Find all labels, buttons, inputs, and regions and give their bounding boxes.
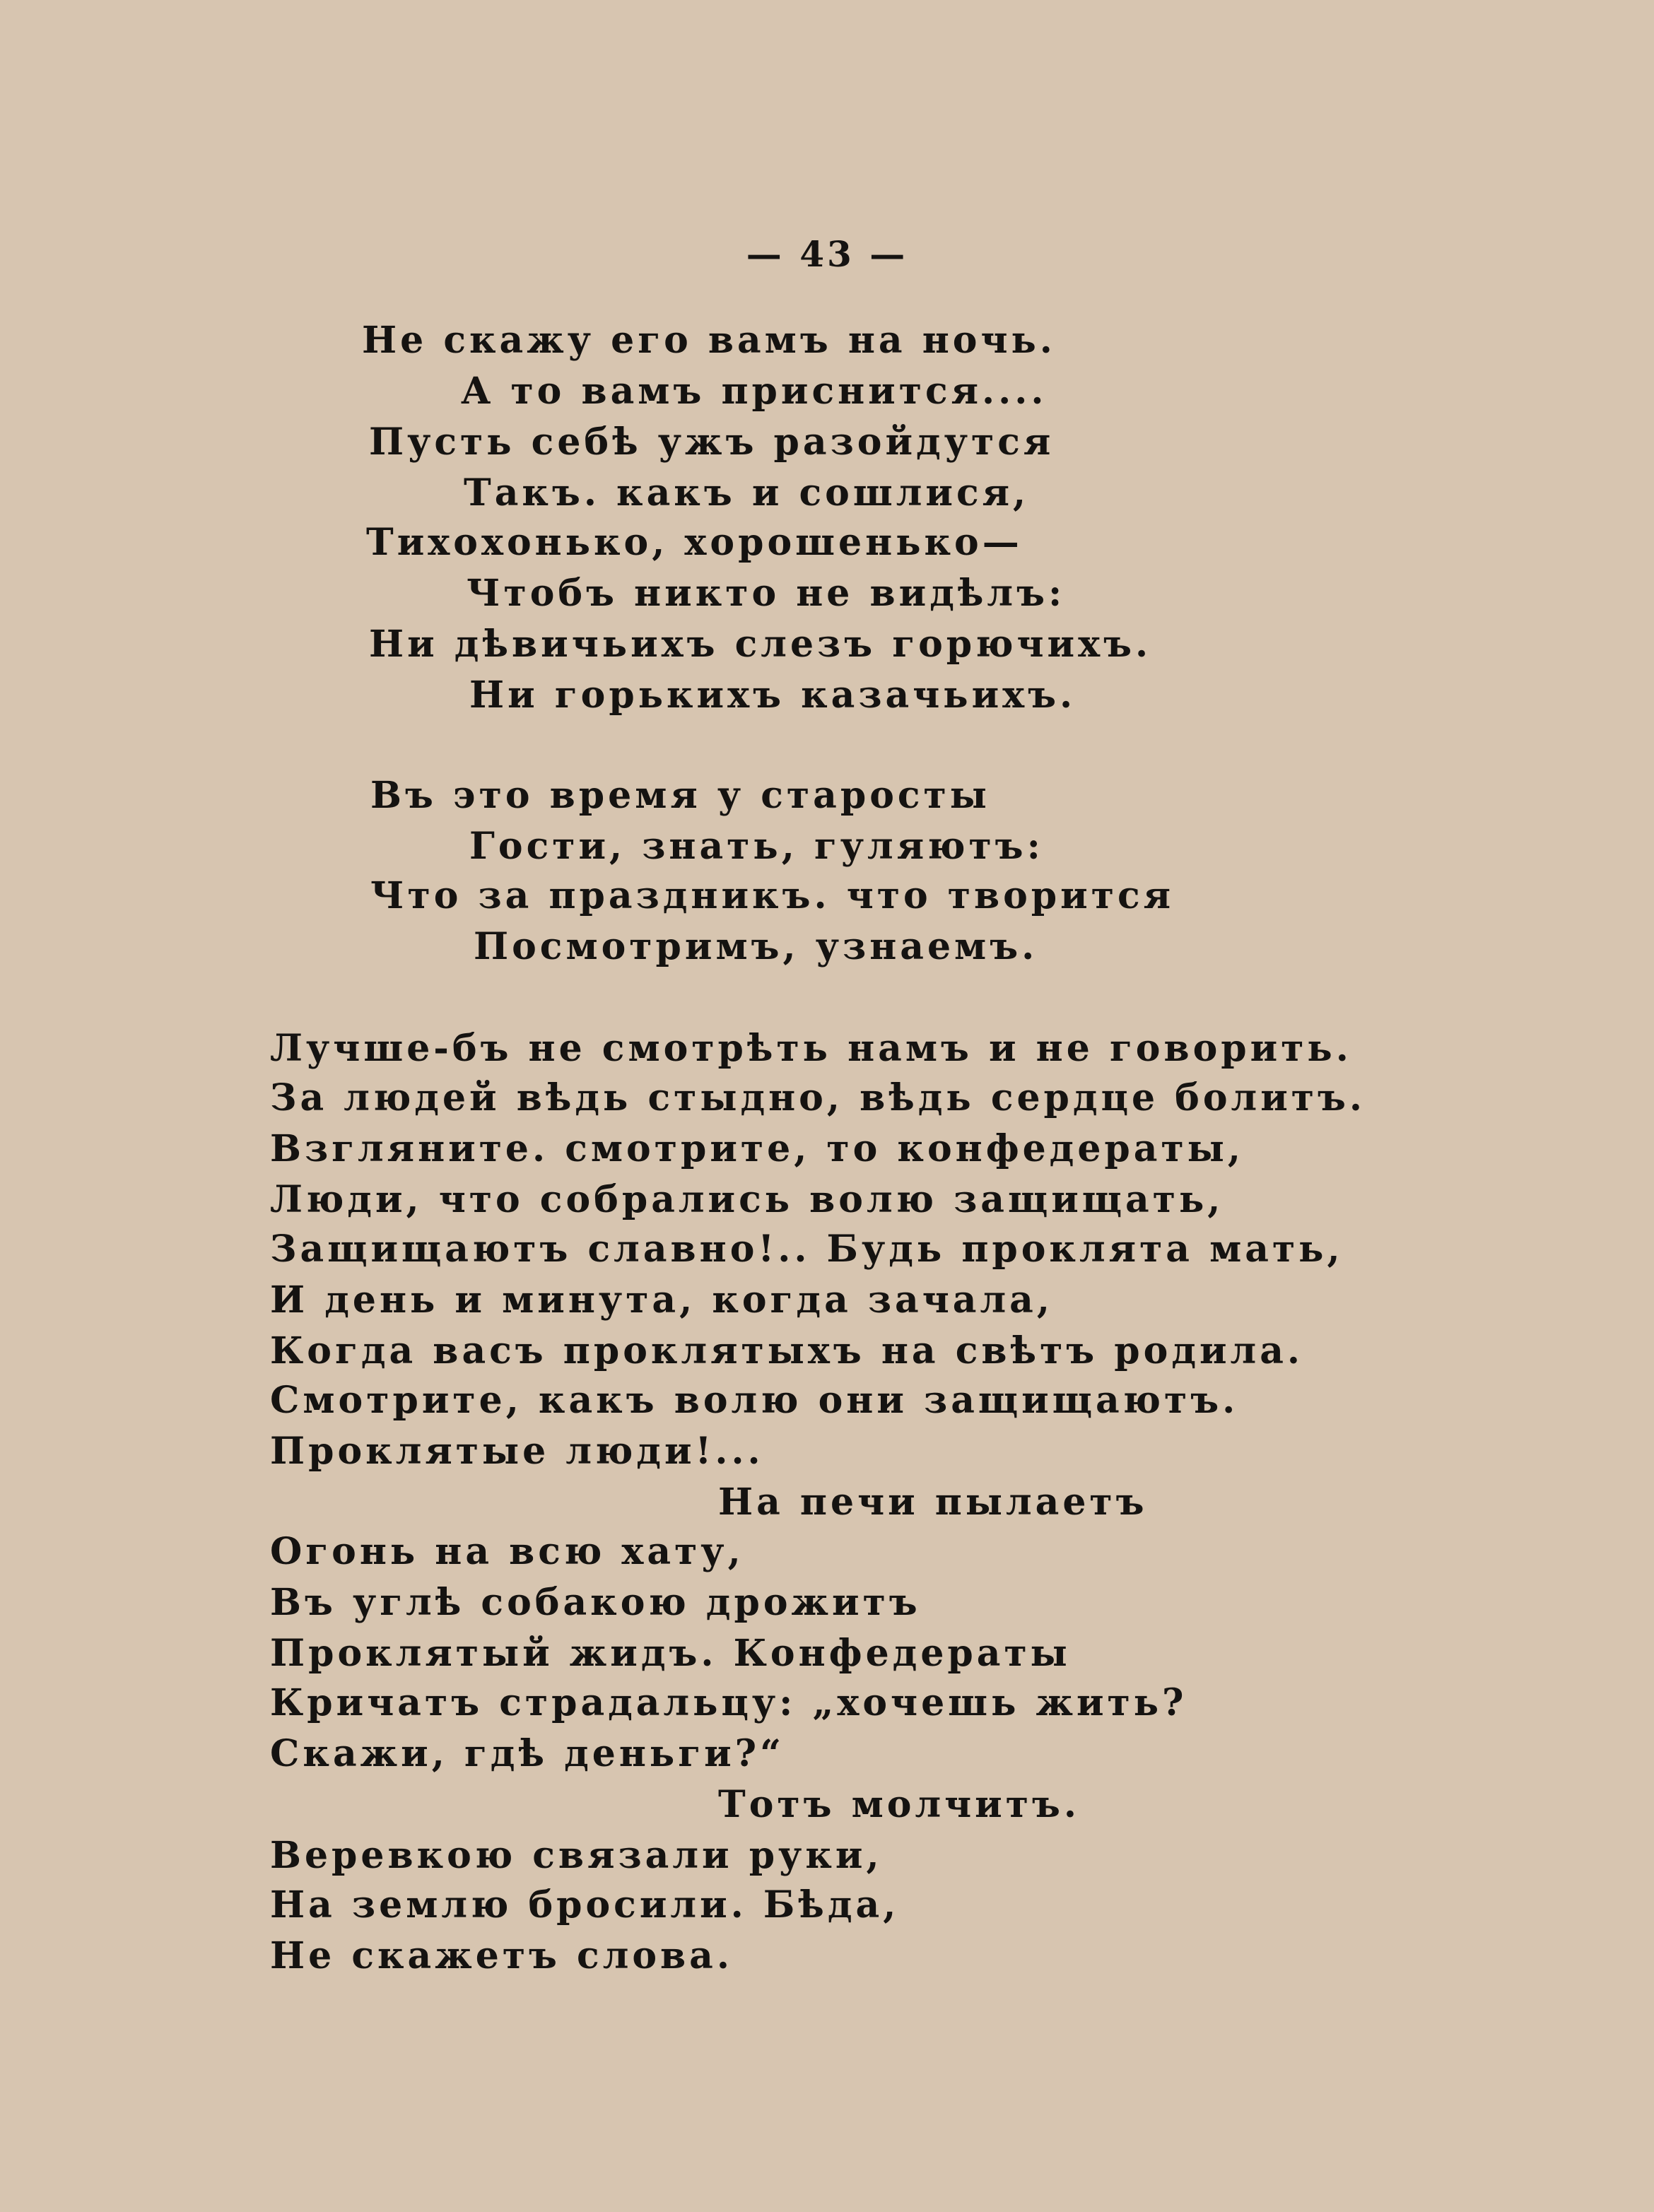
verse-line: За людей вѣдь стыдно, вѣдь сердце болитъ. xyxy=(270,1076,1366,1119)
verse-line: И день и минута, когда зачала, xyxy=(270,1278,1053,1322)
verse-line: Огонь на всю хату, xyxy=(270,1530,744,1573)
page-number: — 43 — xyxy=(746,233,908,275)
verse-line: Когда васъ проклятыхъ на свѣтъ родила. xyxy=(270,1329,1304,1372)
verse-line: Такъ. какъ и сошлися, xyxy=(464,471,1030,514)
verse-line: Не скажу его вамъ на ночь. xyxy=(362,319,1056,362)
verse-line: Защищаютъ славно!.. Будь проклята мать, xyxy=(270,1228,1344,1271)
verse-line: Скажи, гдѣ деньги?“ xyxy=(270,1732,785,1775)
verse-line: Гости, знать, гуляютъ: xyxy=(469,825,1044,868)
verse-line: Въ углѣ собакою дрожитъ xyxy=(270,1581,921,1624)
verse-line: На печи пылаетъ xyxy=(718,1481,1148,1524)
verse-line: Пусть себѣ ужъ разойдутся xyxy=(369,420,1055,464)
verse-line: Тотъ молчитъ. xyxy=(718,1783,1080,1826)
verse-line: Кричатъ страдальцу: „хочешь жить? xyxy=(270,1681,1187,1724)
verse-line: Чтобъ никто не видѣлъ: xyxy=(467,572,1066,615)
verse-line: Взгляните. смотрите, то конфедераты, xyxy=(270,1127,1244,1170)
verse-line: Не скажетъ слова. xyxy=(270,1934,733,1977)
verse-line: На землю бросили. Бѣда, xyxy=(270,1883,900,1926)
verse-line: Смотрите, какъ волю они защищаютъ. xyxy=(270,1379,1239,1422)
verse-line: Ни горькихъ казачьихъ. xyxy=(469,673,1077,717)
verse-line: Лучше-бъ не смотрѣть намъ и не говорить. xyxy=(270,1027,1352,1070)
verse-line: Ни дѣвичьихъ слезъ горючихъ. xyxy=(369,623,1152,666)
verse-line: Посмотримъ, узнаемъ. xyxy=(474,925,1038,968)
verse-line: Веревкою связали руки, xyxy=(270,1834,883,1877)
verse-line: Проклятые люди!... xyxy=(270,1430,764,1473)
verse-line: Люди, что собрались волю защищать, xyxy=(270,1178,1224,1221)
verse-line: А то вамъ приснится.... xyxy=(461,370,1048,413)
verse-line: Что за праздникъ. что творится xyxy=(370,874,1175,917)
verse-line: Тихохонько, хорошенько— xyxy=(366,521,1023,564)
verse-line: Проклятый жидъ. Конфедераты xyxy=(270,1632,1071,1675)
verse-line: Въ это время у старосты xyxy=(370,774,990,817)
